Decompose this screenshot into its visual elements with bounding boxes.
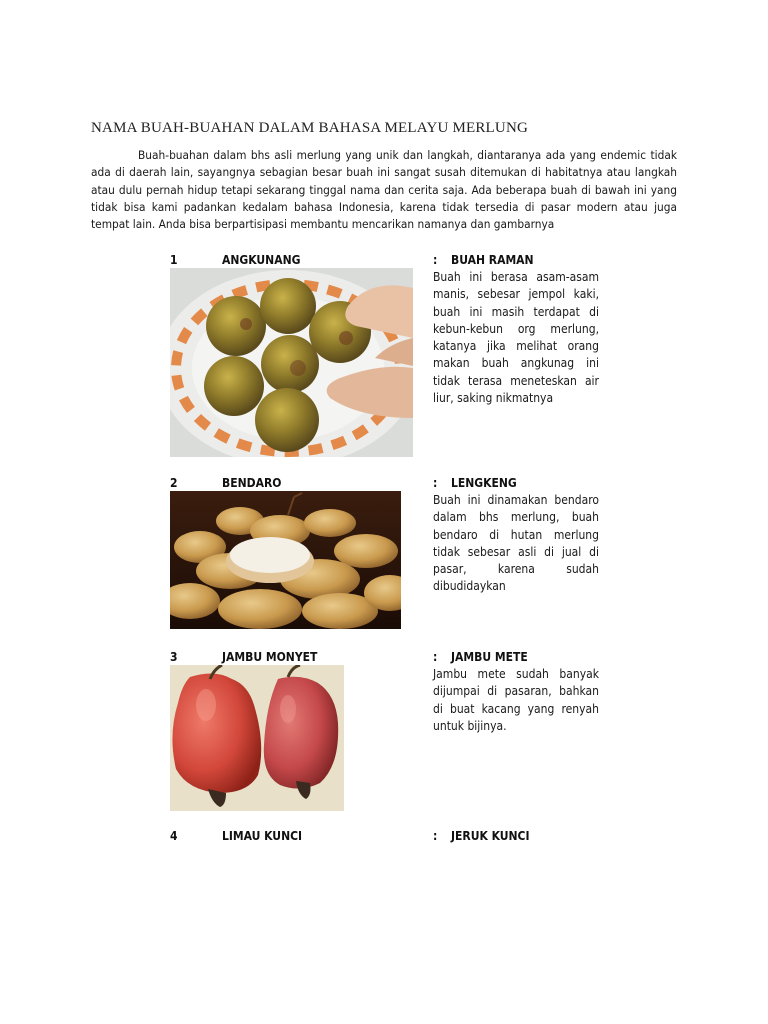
indonesian-name: JERUK KUNCI — [451, 829, 530, 843]
separator-colon: : — [433, 650, 438, 664]
pile-of-longan-fruits-photo — [170, 491, 401, 629]
separator-colon: : — [433, 829, 438, 843]
intro-paragraph: Buah-buahan dalam bhs asli merlung yang unik dan langkah, diantaranya ada yang endemic tidak ada di daerah lain, sayangnya sebagian besar buah ini sangat susah ditemukan di habitatnya atau langkah atau dulu pernah hidup tetapi sekarang tinggal nama dan cerita saja. Ada beberapa buah di bawah ini yang tidak bisa kami padankan kedalam bahasa Indonesia, karena tidak tersedia di pasar modern atau juga tempat lain. Anda bisa berpartisipasi membantu mencarikan namanya dan gambarnya — [91, 148, 677, 232]
local-name: BENDARO — [222, 476, 282, 490]
indonesian-name: BUAH RAMAN — [451, 253, 534, 267]
entry-header — [170, 253, 600, 269]
entry-header — [170, 650, 600, 666]
entry-description: Buah ini dinamakan bendaro dalam bhs merlung, buah bendaro di hutan merlung tidak sebesar asli di jual di pasar, karena sudah dibudidaykan — [433, 493, 599, 594]
fruit-entry-2 — [170, 476, 600, 631]
document-title: NAMA BUAH-BUAHAN DALAM BAHASA MELAYU MERLUNG — [91, 120, 529, 136]
entry-number: 1 — [170, 253, 178, 267]
fruit-entry-1 — [170, 253, 600, 458]
entry-header — [170, 829, 600, 845]
local-name: LIMAU KUNCI — [222, 829, 303, 843]
separator-colon: : — [433, 476, 438, 490]
bowl-of-raman-fruits-photo — [170, 268, 413, 457]
entry-number: 4 — [170, 829, 178, 843]
local-name: ANGKUNANG — [222, 253, 301, 267]
separator-colon: : — [433, 253, 438, 267]
entry-header — [170, 476, 600, 492]
local-name: JAMBU MONYET — [222, 650, 318, 664]
entry-number: 3 — [170, 650, 178, 664]
fruit-entry-3 — [170, 650, 600, 812]
indonesian-name: LENGKENG — [451, 476, 517, 490]
fruit-entry-4 — [170, 829, 600, 849]
entry-description: Buah ini berasa asam-asam manis, sebesar jempol kaki, buah ini masih terdapat di kebun-kebun org merlung, katanya jika melihat orang makan buah angkunag ini tidak terasa meneteskan air liur, saking nikmatnya — [433, 270, 599, 406]
entry-number: 2 — [170, 476, 178, 490]
two-cashew-apples-photo — [170, 665, 344, 811]
indonesian-name: JAMBU METE — [451, 650, 528, 664]
entry-description: Jambu mete sudah banyak dijumpai di pasaran, bahkan di buat kacang yang renyah untuk bijinya. — [433, 667, 599, 733]
